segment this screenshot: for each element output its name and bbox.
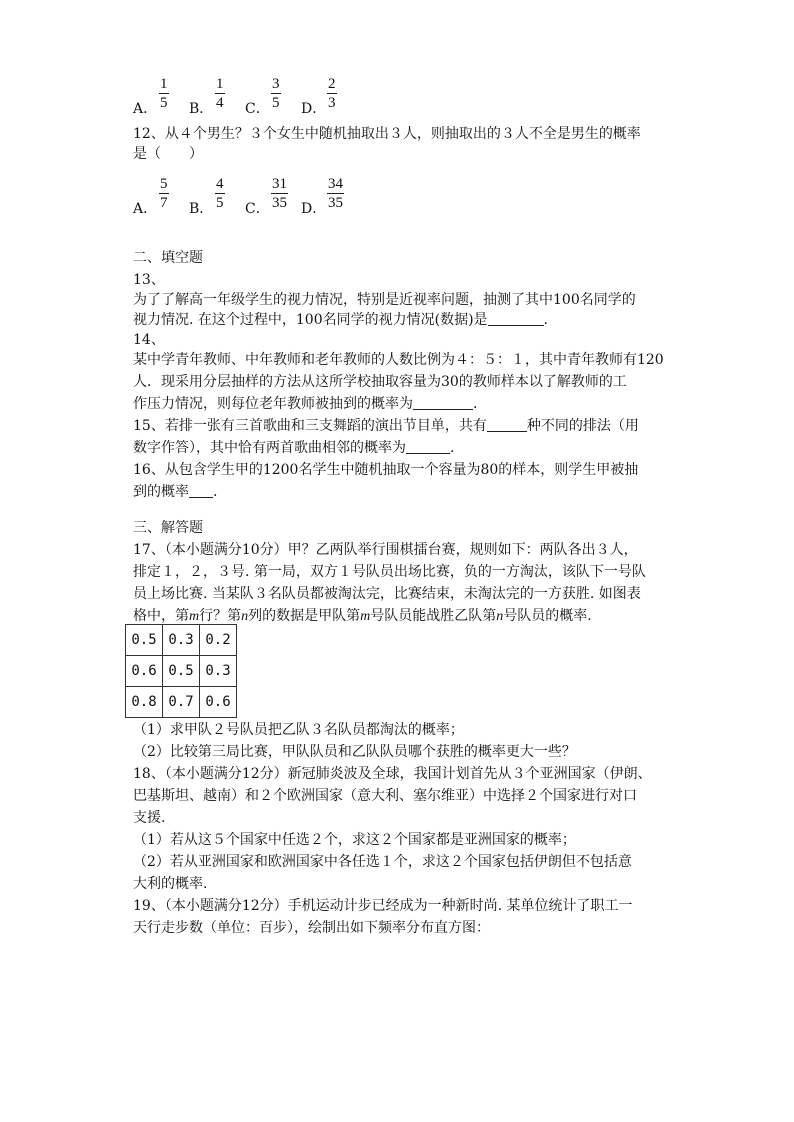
fraction: 1 4	[216, 76, 224, 111]
section-heading-fill-in: 二、填空题	[133, 250, 203, 266]
q16-line-1: 16、从包含学生甲的1200名学生中随机抽取一个容量为80的样本，则学生甲被抽	[133, 462, 639, 478]
q17-line-4: 格中，第m行？第n列的数据是甲队第m号队员能战胜乙队第n号队员的概率.	[133, 608, 592, 624]
fraction: 3 5	[272, 76, 280, 111]
q15-line-1: 15、若排一张有三首歌曲和三支舞蹈的演出节目单，共有 种不同的排法（用	[133, 418, 639, 434]
q14-line-2: 人．现采用分层抽样的方法从这所学校抽取容量为30的教师样本以了解教师的工	[133, 374, 627, 390]
table-cell: 0.3	[200, 656, 237, 687]
q17-sub-2: （2）比较第三局比赛，甲队队员和乙队队员哪个获胜的概率更大一些？	[133, 744, 576, 760]
fraction: 4 5	[216, 176, 224, 211]
q12-options	[133, 172, 673, 216]
table-row	[126, 625, 237, 656]
q18-sub-1: （1）若从这５个国家中任选２个，求这２个国家都是亚洲国家的概率；	[133, 832, 576, 848]
q15-line-2: 数字作答），其中恰有两首歌曲相邻的概率为 .	[133, 440, 455, 456]
q12-line-1: 12、从４个男生？３个女生中随机抽取出３人，则抽取出的３人不全是男生的概率	[133, 126, 641, 142]
q18-sub-2-line-2: 大利的概率.	[133, 876, 208, 892]
fraction: 2 3	[328, 76, 336, 111]
table-row	[126, 687, 237, 718]
q13-line-2: 视力情况. 在这个过程中，100名同学的视力情况(数据)是 .	[133, 312, 548, 328]
table-row	[126, 656, 237, 687]
q17-sub-1: （1）求甲队２号队员把乙队３名队员都淘汰的概率；	[133, 722, 464, 738]
option-label: C．	[245, 101, 270, 117]
answer-blank	[413, 395, 473, 410]
option-label: D．	[301, 201, 327, 217]
option-label: B．	[189, 201, 214, 217]
answer-blank	[406, 439, 450, 454]
q13-line-1: 为了了解高一年级学生的视力情况，特别是近视率问题，抽测了其中100名同学的	[133, 292, 636, 308]
probability-table	[125, 624, 237, 718]
q14-line-3: 作压力情况，则每位老年教师被抽到的概率为 ．	[133, 396, 487, 412]
q14-line-1: 某中学青年教师、中年教师和老年教师的人数比例为４：５：１，其中青年教师有120	[133, 352, 664, 368]
option-label: C．	[245, 201, 270, 217]
q13-number: 13、	[133, 272, 165, 288]
q17-line-3: 员上场比赛. 当某队３名队员都被淘汰完，比赛结束，未淘汰完的一方获胜. 如图表	[133, 586, 641, 602]
q17-line-2: 排定１，２，３号. 第一局，双方１号队员出场比赛，负的一方淘汰，该队下一号队	[133, 564, 646, 580]
section-heading-solve: 三、解答题	[133, 520, 203, 536]
table-cell: 0.6	[200, 687, 237, 718]
q19-line-1: 19、（本小题满分12分）手机运动计步已经成为一种新时尚. 某单位统计了职工一	[133, 898, 633, 914]
q12-line-2: 是（ ）	[133, 146, 203, 162]
q19-line-2: 天行走步数（单位：百步），绘制出如下频率分布直方图：	[133, 920, 490, 936]
fraction: 5 7	[160, 176, 168, 211]
q18-line-1: 18、（本小题满分12分）新冠肺炎波及全球，我国计划首先从３个亚洲国家（伊朗、	[133, 766, 652, 782]
q14-number: 14、	[133, 332, 165, 348]
option-label: B．	[189, 101, 214, 117]
q18-line-3: 支援.	[133, 810, 166, 826]
table-cell: 0.7	[163, 687, 200, 718]
q16-line-2: 到的概率 .	[133, 484, 218, 500]
answer-blank	[487, 417, 527, 432]
answer-blank	[189, 483, 213, 498]
table-cell: 0.6	[126, 656, 163, 687]
option-label: A．	[133, 201, 158, 217]
fraction: 31 35	[272, 176, 287, 211]
table-cell: 0.3	[163, 625, 200, 656]
answer-blank	[488, 311, 544, 326]
option-label: A．	[133, 101, 158, 117]
q18-sub-2-line-1: （2）若从亚洲国家和欧洲国家中各任选１个，求这２个国家包括伊朗但不包括意	[133, 854, 632, 870]
fraction: 1 5	[160, 76, 168, 111]
table-cell: 0.5	[126, 625, 163, 656]
table-cell: 0.2	[200, 625, 237, 656]
q18-line-2: 巴基斯坦、越南）和２个欧洲国家（意大利、塞尔维亚）中选择２个国家进行对口	[133, 788, 637, 804]
option-label: D．	[301, 101, 327, 117]
table-cell: 0.8	[126, 687, 163, 718]
q11-options	[133, 72, 673, 116]
q17-line-1: 17、（本小题满分10分）甲？乙两队举行围棋擂台赛，规则如下：两队各出３人，	[133, 542, 638, 558]
fraction: 34 35	[328, 176, 343, 211]
table-cell: 0.5	[163, 656, 200, 687]
